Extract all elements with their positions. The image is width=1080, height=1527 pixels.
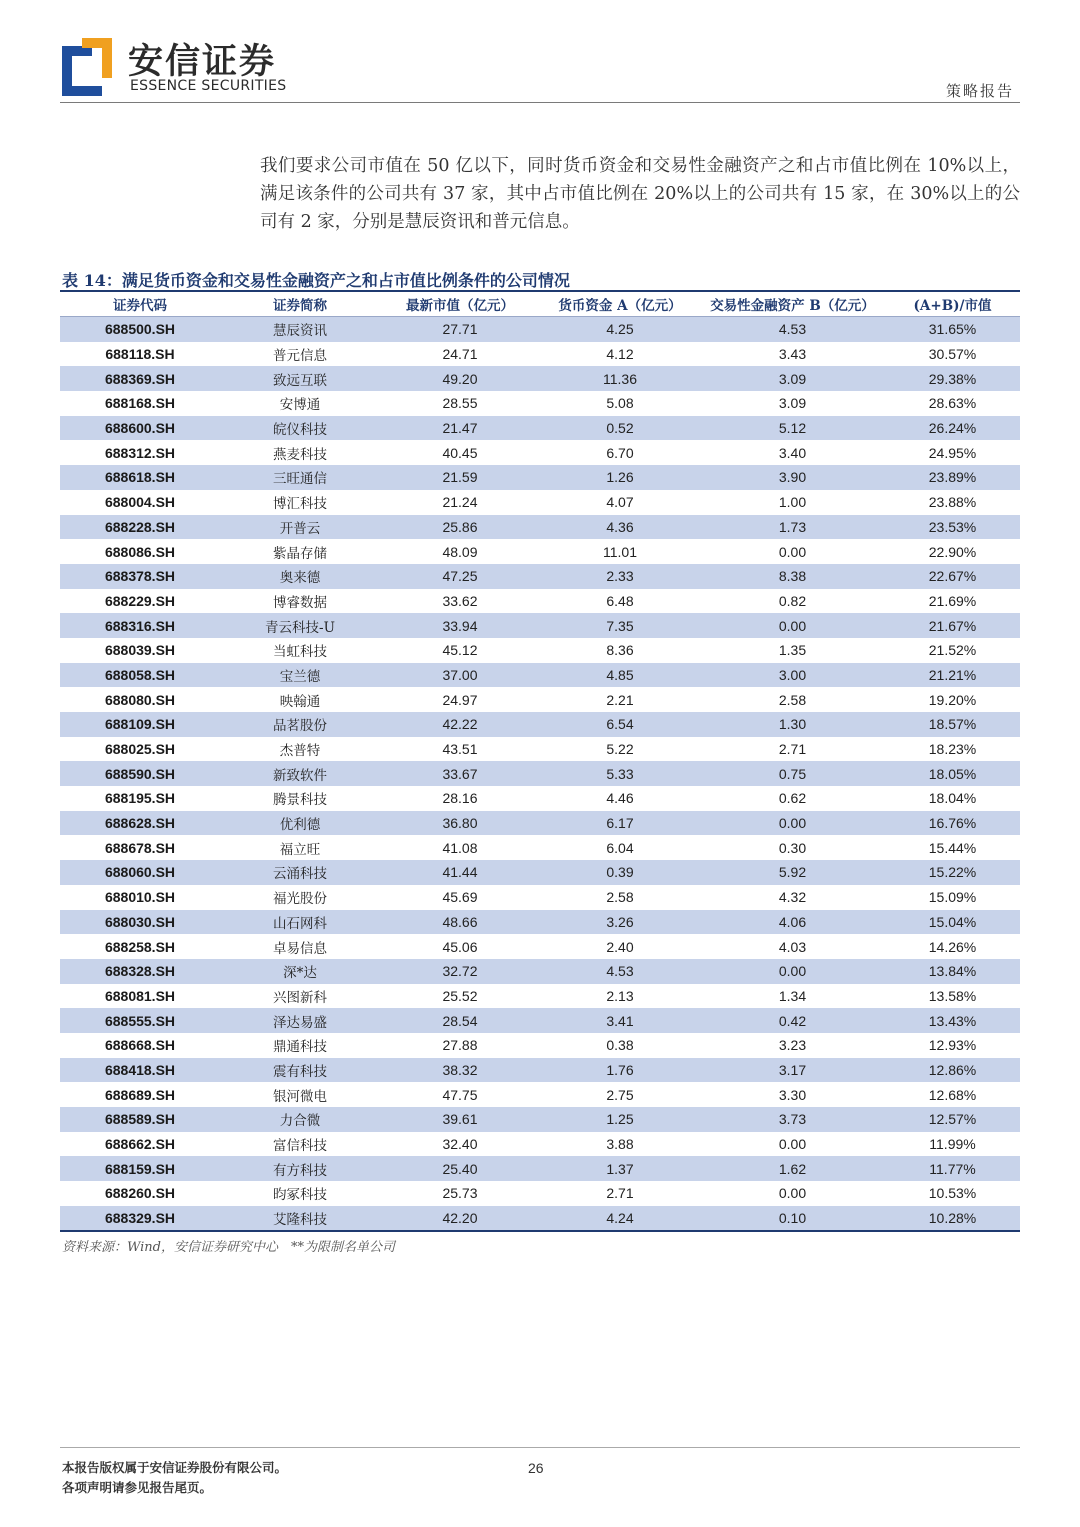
cell-name: 开普云 [220, 515, 380, 540]
cell-name: 宝兰德 [220, 663, 380, 688]
cell-code: 688010.SH [104, 889, 176, 906]
cell-cash: 11.01 [603, 543, 637, 560]
table-row [60, 910, 1020, 935]
table-row [60, 1206, 1020, 1232]
cell-mktcap: 49.20 [380, 366, 540, 391]
cell-name: 杰普特 [279, 743, 321, 760]
cell-cash: 3.26 [540, 910, 700, 935]
cell-ratio: 22.67% [885, 564, 1020, 589]
cell-cash: 2.33 [540, 564, 700, 589]
cell-trading-assets: 3.43 [778, 346, 807, 363]
table-row [60, 687, 1020, 712]
cell-trading-assets: 0.00 [700, 811, 885, 836]
cell-name: 深*达 [220, 959, 380, 984]
cell-mktcap: 36.80 [380, 811, 540, 836]
cell-ratio: 14.26% [928, 938, 977, 955]
cell-name: 优利德 [220, 811, 380, 836]
cell-ratio: 21.67% [885, 613, 1020, 638]
cell-cash: 6.54 [540, 712, 700, 737]
table-row [60, 638, 1020, 663]
cell-trading-assets: 8.38 [700, 564, 885, 589]
cell-cash: 6.17 [540, 811, 700, 836]
table-row [60, 1058, 1020, 1083]
cell-code: 688662.SH [104, 1136, 176, 1153]
cell-name: 奥来德 [220, 564, 380, 589]
cell-ratio: 10.53% [928, 1185, 977, 1202]
cell-code: 688030.SH [60, 910, 220, 935]
cell-code: 688316.SH [60, 613, 220, 638]
cell-cash: 0.52 [540, 416, 700, 441]
cell-name: 银河微电 [273, 1088, 327, 1105]
cell-cash: 5.08 [606, 395, 634, 412]
cell-code: 688678.SH [104, 839, 176, 856]
cell-ratio: 23.53% [885, 515, 1020, 540]
table-row [60, 712, 1020, 737]
cell-mktcap: 47.75 [442, 1086, 478, 1103]
cell-trading-assets: 0.10 [700, 1206, 885, 1232]
cell-name: 致远互联 [220, 366, 380, 391]
cell-mktcap: 33.62 [442, 592, 478, 609]
cell-cash: 8.36 [606, 642, 634, 659]
cell-mktcap: 39.61 [380, 1107, 540, 1132]
cell-ratio: 23.88% [928, 494, 977, 511]
cell-code: 688258.SH [104, 938, 176, 955]
cell-name: 福光股份 [273, 891, 327, 908]
cell-trading-assets: 0.75 [700, 761, 885, 786]
table-row [60, 589, 1020, 614]
cell-code: 688039.SH [104, 642, 176, 659]
intro-paragraph: 我们要求公司市值在 50 亿以下，同时货币资金和交易性金融资产之和占市值比例在 10%以上，满足该条件的公司共有 37 家，其中占市值比例在 20%以上的公司共有 15 家，在 30%以上的公司有 2 家，分别是慧辰资讯和普元信息。 [260, 156, 1020, 232]
table-row [60, 860, 1020, 885]
cell-name: 安博通 [279, 397, 321, 414]
cell-trading-assets: 1.30 [700, 712, 885, 737]
cell-code: 688004.SH [104, 494, 176, 511]
cell-ratio: 12.86% [885, 1058, 1020, 1083]
cell-code: 688500.SH [60, 317, 220, 342]
source-note: 资料来源：Wind，安信证券研究中心 **为限制名单公司 [62, 1240, 395, 1255]
cell-mktcap: 28.55 [442, 395, 478, 412]
cell-trading-assets: 4.32 [778, 889, 807, 906]
cell-mktcap: 48.09 [442, 543, 478, 560]
cell-ratio: 18.04% [928, 790, 977, 807]
cell-ratio: 19.20% [928, 691, 977, 708]
header-divider [60, 102, 1020, 103]
cell-code: 688668.SH [104, 1037, 176, 1054]
cell-ratio: 10.28% [885, 1206, 1020, 1232]
cell-mktcap: 25.52 [442, 987, 478, 1004]
cell-trading-assets: 4.06 [700, 910, 885, 935]
cell-ratio: 26.24% [885, 416, 1020, 441]
table-row [60, 1132, 1020, 1157]
footer-statement: 各项声明请参见报告尾页。 [62, 1480, 213, 1495]
cell-code: 688418.SH [60, 1058, 220, 1083]
cell-trading-assets: 1.00 [778, 494, 807, 511]
cell-trading-assets: 3.00 [700, 663, 885, 688]
cell-ratio: 30.57% [928, 346, 977, 363]
table-row [60, 811, 1020, 836]
cell-name: 燕麦科技 [273, 446, 327, 463]
col-header-trading-assets: 交易性金融资产 B（亿元） [700, 292, 885, 317]
cell-name: 震有科技 [220, 1058, 380, 1083]
cell-mktcap: 48.66 [380, 910, 540, 935]
cell-trading-assets: 5.92 [700, 860, 885, 885]
cell-cash: 2.71 [606, 1185, 634, 1202]
cell-trading-assets: 0.00 [778, 1185, 807, 1202]
cell-cash: 1.25 [540, 1107, 700, 1132]
table-row [60, 737, 1020, 762]
cell-ratio: 11.77% [885, 1156, 1020, 1181]
cell-cash: 0.38 [606, 1037, 634, 1054]
cell-trading-assets: 1.34 [778, 987, 807, 1004]
table-title: 表 14：满足货币资金和交易性金融资产之和占市值比例条件的公司情况 [62, 271, 570, 290]
cell-code: 688025.SH [104, 741, 176, 758]
cell-cash: 5.33 [540, 761, 700, 786]
essence-logo-icon [62, 38, 112, 96]
cell-code: 688628.SH [60, 811, 220, 836]
cell-ratio: 21.21% [885, 663, 1020, 688]
cell-mktcap: 28.54 [380, 1008, 540, 1033]
cell-cash: 6.70 [606, 444, 634, 461]
cell-ratio: 31.65% [885, 317, 1020, 342]
cell-ratio: 15.04% [885, 910, 1020, 935]
footer-disclaimer [62, 1458, 287, 1498]
table-row [60, 959, 1020, 984]
cell-cash: 1.76 [540, 1058, 700, 1083]
cell-code: 688312.SH [104, 444, 176, 461]
cell-ratio: 15.22% [885, 860, 1020, 885]
cell-cash: 4.36 [540, 515, 700, 540]
cell-cash: 2.13 [606, 987, 634, 1004]
cell-mktcap: 25.40 [380, 1156, 540, 1181]
cell-ratio: 23.89% [885, 465, 1020, 490]
cell-trading-assets: 0.00 [778, 543, 807, 560]
cell-cash: 4.46 [606, 790, 634, 807]
cell-mktcap: 38.32 [380, 1058, 540, 1083]
cell-trading-assets: 3.73 [700, 1107, 885, 1132]
cell-mktcap: 21.59 [380, 465, 540, 490]
cell-name: 福立旺 [279, 841, 321, 858]
col-header-mktcap: 最新市值（亿元） [380, 292, 540, 317]
cell-ratio: 18.23% [928, 741, 977, 758]
table-row [60, 1181, 1020, 1206]
cell-mktcap: 47.25 [380, 564, 540, 589]
cell-mktcap: 37.00 [380, 663, 540, 688]
cell-ratio: 21.69% [928, 592, 977, 609]
cell-name: 腾景科技 [273, 792, 327, 809]
cell-cash: 4.12 [606, 346, 634, 363]
cell-name: 紫晶存储 [273, 545, 327, 562]
table-row [60, 613, 1020, 638]
cell-cash: 1.37 [540, 1156, 700, 1181]
table-row [60, 984, 1020, 1009]
cell-cash: 4.25 [540, 317, 700, 342]
cell-trading-assets: 0.30 [778, 839, 807, 856]
cell-cash: 2.75 [606, 1086, 634, 1103]
cell-mktcap: 24.71 [442, 346, 478, 363]
footer-copyright: 本报告版权属于安信证券股份有限公司。 [62, 1460, 288, 1475]
cell-mktcap: 42.22 [380, 712, 540, 737]
cell-cash: 1.26 [540, 465, 700, 490]
table-row [60, 490, 1020, 515]
cell-ratio: 16.76% [885, 811, 1020, 836]
table-row [60, 416, 1020, 441]
cell-code: 688618.SH [60, 465, 220, 490]
cell-mktcap: 33.94 [380, 613, 540, 638]
table-row [60, 539, 1020, 564]
cell-code: 688159.SH [60, 1156, 220, 1181]
cell-code: 688058.SH [60, 663, 220, 688]
table-body [60, 317, 1020, 1232]
cell-mktcap: 40.45 [442, 444, 478, 461]
cell-ratio: 24.95% [928, 444, 977, 461]
page-header [0, 0, 1080, 104]
col-header-cash: 货币资金 A（亿元） [540, 292, 700, 317]
cell-mktcap: 25.73 [442, 1185, 478, 1202]
table-row [60, 515, 1020, 540]
cell-ratio: 13.84% [885, 959, 1020, 984]
cell-trading-assets: 2.58 [778, 691, 807, 708]
cell-name: 山石网科 [220, 910, 380, 935]
table-row [60, 465, 1020, 490]
cell-code: 688168.SH [104, 395, 176, 412]
cell-trading-assets: 3.09 [778, 395, 807, 412]
cell-mktcap: 32.40 [442, 1136, 478, 1153]
table-row [60, 366, 1020, 391]
table-row [60, 934, 1020, 959]
cell-ratio: 28.63% [928, 395, 977, 412]
brand-name-cn: 安信证券 [128, 42, 277, 82]
cell-mktcap: 27.71 [380, 317, 540, 342]
table-row [60, 1156, 1020, 1181]
table-row [60, 1107, 1020, 1132]
cell-name: 皖仪科技 [220, 416, 380, 441]
cell-trading-assets: 1.73 [700, 515, 885, 540]
cell-name: 新致软件 [220, 761, 380, 786]
cell-ratio: 21.52% [928, 642, 977, 659]
cell-mktcap: 25.86 [380, 515, 540, 540]
cell-ratio: 13.43% [885, 1008, 1020, 1033]
cell-trading-assets: 0.00 [700, 613, 885, 638]
table-row [60, 835, 1020, 860]
cell-mktcap: 45.06 [442, 938, 478, 955]
cell-code: 688195.SH [104, 790, 176, 807]
cell-trading-assets: 3.23 [778, 1037, 807, 1054]
cell-name: 青云科技-U [220, 613, 380, 638]
cell-ratio: 15.44% [928, 839, 977, 856]
brand-name-en: ESSENCE SECURITIES [130, 78, 287, 94]
cell-name: 富信科技 [273, 1138, 327, 1155]
col-header-name: 证券简称 [220, 292, 380, 317]
cell-code: 688369.SH [60, 366, 220, 391]
cell-cash: 2.40 [606, 938, 634, 955]
cell-name: 当虹科技 [273, 644, 327, 661]
cell-code: 688081.SH [104, 987, 176, 1004]
cell-code: 688118.SH [105, 346, 175, 363]
cell-trading-assets: 0.00 [778, 1136, 807, 1153]
cell-ratio: 12.68% [928, 1086, 977, 1103]
cell-mktcap: 41.08 [442, 839, 478, 856]
cell-cash: 5.22 [606, 741, 634, 758]
cell-mktcap: 41.44 [380, 860, 540, 885]
cell-mktcap: 45.12 [442, 642, 478, 659]
cell-ratio: 18.57% [885, 712, 1020, 737]
cell-cash: 4.53 [540, 959, 700, 984]
table-row [60, 440, 1020, 465]
cell-name: 博睿数据 [273, 594, 327, 611]
cell-cash: 11.36 [540, 366, 700, 391]
table-row [60, 317, 1020, 342]
cell-cash: 6.48 [606, 592, 634, 609]
cell-trading-assets: 0.00 [700, 959, 885, 984]
cell-name: 有方科技 [220, 1156, 380, 1181]
cell-ratio: 15.09% [928, 889, 977, 906]
company-table [60, 292, 1020, 1232]
cell-name: 映翰通 [279, 693, 321, 710]
cell-name: 慧辰资讯 [220, 317, 380, 342]
cell-name: 艾隆科技 [220, 1206, 380, 1232]
cell-trading-assets: 3.09 [700, 366, 885, 391]
cell-ratio: 18.05% [885, 761, 1020, 786]
cell-name: 力合微 [220, 1107, 380, 1132]
table-row [60, 1082, 1020, 1107]
cell-cash: 6.04 [606, 839, 634, 856]
cell-name: 昀冢科技 [273, 1187, 327, 1204]
cell-name: 三旺通信 [220, 465, 380, 490]
cell-mktcap: 45.69 [442, 889, 478, 906]
cell-mktcap: 28.16 [442, 790, 478, 807]
cell-code: 688228.SH [60, 515, 220, 540]
cell-ratio: 11.99% [929, 1136, 976, 1153]
cell-code: 688109.SH [60, 712, 220, 737]
cell-name: 普元信息 [273, 348, 327, 365]
cell-name: 兴图新科 [273, 989, 327, 1006]
cell-ratio: 22.90% [928, 543, 977, 560]
table-header-row [60, 292, 1020, 317]
cell-code: 688589.SH [60, 1107, 220, 1132]
cell-cash: 3.41 [540, 1008, 700, 1033]
cell-trading-assets: 5.12 [700, 416, 885, 441]
cell-cash: 3.88 [606, 1136, 634, 1153]
cell-code: 688080.SH [104, 691, 176, 708]
table-row [60, 786, 1020, 811]
cell-trading-assets: 3.40 [778, 444, 807, 461]
cell-trading-assets: 3.30 [778, 1086, 807, 1103]
cell-trading-assets: 4.03 [778, 938, 807, 955]
cell-code: 688329.SH [60, 1206, 220, 1232]
cell-ratio: 29.38% [885, 366, 1020, 391]
table-row [60, 564, 1020, 589]
cell-trading-assets: 0.42 [700, 1008, 885, 1033]
table-row [60, 391, 1020, 416]
cell-trading-assets: 3.17 [700, 1058, 885, 1083]
table-row [60, 1008, 1020, 1033]
cell-mktcap: 43.51 [442, 741, 478, 758]
cell-cash: 2.58 [606, 889, 634, 906]
cell-trading-assets: 0.82 [778, 592, 807, 609]
cell-ratio: 13.58% [928, 987, 977, 1004]
cell-trading-assets: 4.53 [700, 317, 885, 342]
table-row [60, 761, 1020, 786]
cell-ratio: 12.57% [885, 1107, 1020, 1132]
cell-trading-assets: 3.90 [700, 465, 885, 490]
cell-cash: 4.85 [540, 663, 700, 688]
cell-mktcap: 42.20 [380, 1206, 540, 1232]
cell-code: 688260.SH [104, 1185, 176, 1202]
cell-mktcap: 21.47 [380, 416, 540, 441]
cell-mktcap: 33.67 [380, 761, 540, 786]
table-row [60, 885, 1020, 910]
footer-divider [60, 1447, 1020, 1448]
cell-cash: 4.24 [540, 1206, 700, 1232]
cell-mktcap: 32.72 [380, 959, 540, 984]
cell-code: 688086.SH [104, 543, 176, 560]
cell-trading-assets: 2.71 [778, 741, 807, 758]
cell-code: 688229.SH [104, 592, 176, 609]
cell-cash: 7.35 [540, 613, 700, 638]
cell-code: 688060.SH [60, 860, 220, 885]
table-row [60, 1033, 1020, 1058]
cell-mktcap: 24.97 [442, 691, 478, 708]
cell-name: 品茗股份 [220, 712, 380, 737]
cell-cash: 2.21 [606, 691, 634, 708]
cell-mktcap: 27.88 [442, 1037, 478, 1054]
cell-code: 688689.SH [104, 1086, 176, 1103]
report-type-label: 策略报告 [945, 82, 1014, 100]
cell-cash: 4.07 [606, 494, 634, 511]
cell-name: 博汇科技 [273, 496, 327, 513]
cell-name: 鼎通科技 [273, 1039, 327, 1056]
cell-trading-assets: 1.35 [778, 642, 807, 659]
cell-ratio: 12.93% [928, 1037, 977, 1054]
cell-code: 688555.SH [60, 1008, 220, 1033]
cell-trading-assets: 0.62 [778, 790, 807, 807]
cell-name: 泽达易盛 [220, 1008, 380, 1033]
table-row [60, 663, 1020, 688]
table-row [60, 342, 1020, 367]
col-header-ratio: (A+B)/市值 [885, 292, 1020, 317]
cell-trading-assets: 1.62 [700, 1156, 885, 1181]
cell-cash: 0.39 [540, 860, 700, 885]
cell-code: 688590.SH [60, 761, 220, 786]
col-header-code: 证券代码 [60, 292, 220, 317]
cell-code: 688328.SH [60, 959, 220, 984]
cell-name: 云涌科技 [220, 860, 380, 885]
cell-code: 688600.SH [60, 416, 220, 441]
cell-code: 688378.SH [60, 564, 220, 589]
cell-name: 卓易信息 [273, 940, 327, 957]
cell-mktcap: 21.24 [442, 494, 478, 511]
page-number: 26 [528, 1460, 544, 1476]
